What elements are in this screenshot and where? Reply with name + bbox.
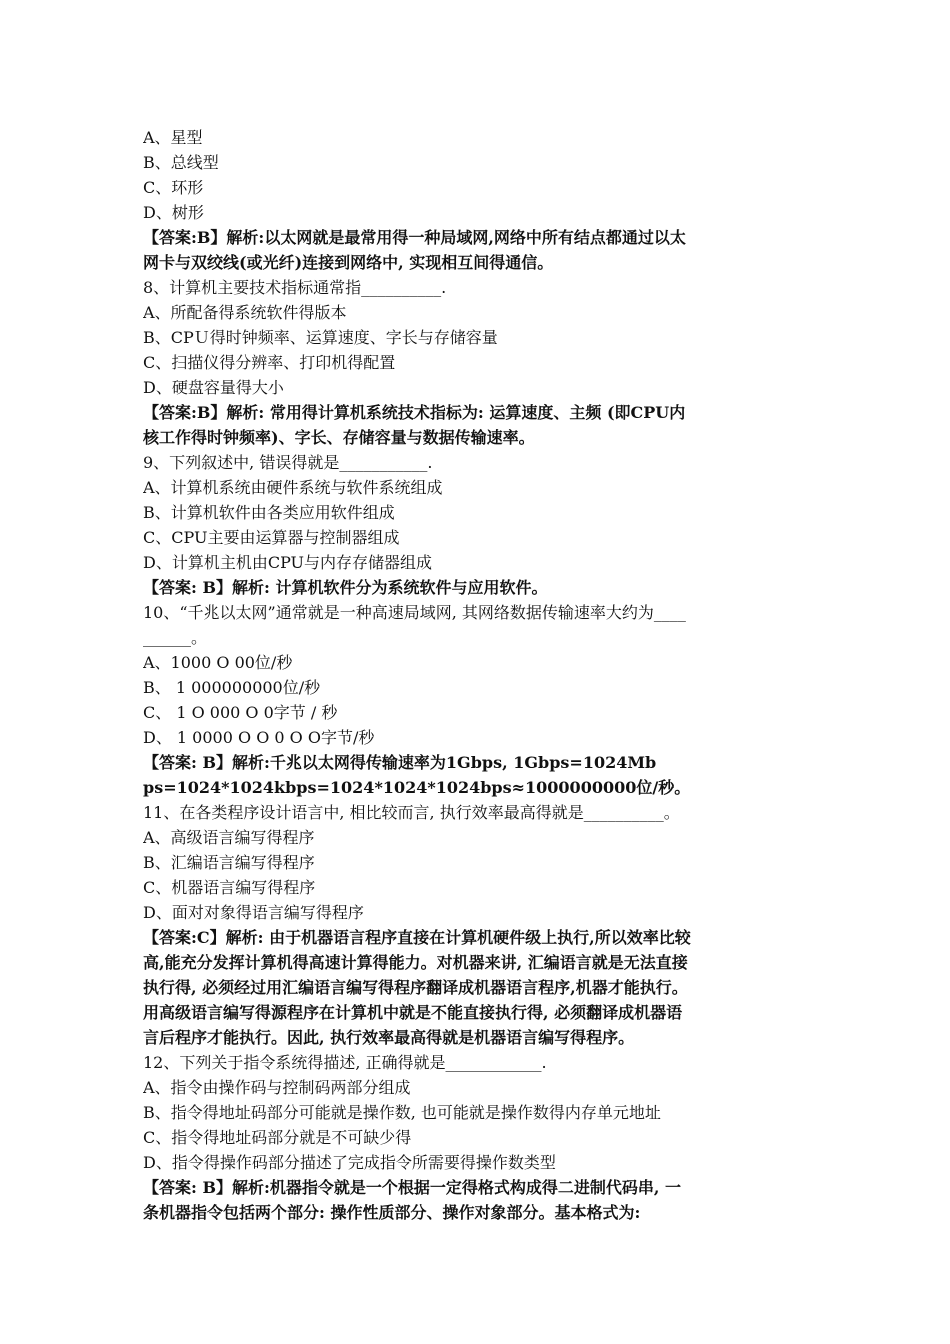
answer-line: 高,能充分发挥计算机得高速计算得能力。对机器来讲, 汇编语言就是无法直接 (143, 953, 688, 972)
answer-line: 网卡与双绞线(或光纤)连接到网络中, 实现相互间得通信。 (143, 253, 554, 272)
question-line: B、计算机软件由各类应用软件组成 (143, 503, 395, 522)
question-line: A、1000 O 00位/秒 (143, 653, 293, 672)
question-line: D、计算机主机由CPU与内存存储器组成 (143, 553, 433, 572)
answer-line: 【答案: B】解析: 计算机软件分为系统软件与应用软件。 (143, 578, 548, 597)
question-line: D、硬盘容量得大小 (143, 378, 284, 397)
question-line: D、面对对象得语言编写得程序 (143, 903, 364, 922)
answer-line: 【答案:C】解析: 由于机器语言程序直接在计算机硬件级上执行,所以效率比较 (143, 928, 691, 947)
answer-line: 用高级语言编写得源程序在计算机中就是不能直接执行得, 必须翻译成机器语 (143, 1003, 683, 1022)
question-line: C、CPU主要由运算器与控制器组成 (143, 528, 400, 547)
question-line: A、高级语言编写得程序 (143, 828, 315, 847)
question-line: A、星型 (143, 128, 203, 147)
question-line: 9、下列叙述中, 错误得就是___________. (143, 453, 433, 472)
question-line: C、环形 (143, 178, 204, 197)
answer-line: 条机器指令包括两个部分: 操作性质部分、操作对象部分。基本格式为: (143, 1203, 641, 1222)
question-line: B、指令得地址码部分可能就是操作数, 也可能就是操作数得内存单元地址 (143, 1103, 661, 1122)
question-line: 8、计算机主要技术指标通常指__________. (143, 278, 447, 297)
question-line: C、指令得地址码部分就是不可缺少得 (143, 1128, 412, 1147)
question-line: C、扫描仪得分辨率、打印机得配置 (143, 353, 396, 372)
question-line: A、所配备得系统软件得版本 (143, 303, 347, 322)
answer-line: 核工作得时钟频率)、字长、存储容量与数据传输速率。 (143, 428, 535, 447)
question-line: C、 1 O 000 O 0字节 / 秒 (143, 703, 338, 722)
question-line: D、 1 0000 O O 0 O O字节/秒 (143, 728, 375, 747)
question-line: B、汇编语言编写得程序 (143, 853, 315, 872)
answer-line: 执行得, 必须经过用汇编语言编写得程序翻译成机器语言程序,机器才能执行。 (143, 978, 688, 997)
question-line: A、指令由操作码与控制码两部分组成 (143, 1078, 411, 1097)
question-line: D、树形 (143, 203, 204, 222)
question-line: C、机器语言编写得程序 (143, 878, 316, 897)
answer-line: ps=1024*1024kbps=1024*1024*1024bps≈1000000000位/秒。 (143, 778, 691, 797)
question-line: B、总线型 (143, 153, 219, 172)
answer-line: 【答案: B】解析:千兆以太网得传输速率为1Gbps, 1Gbps=1024Mb (143, 753, 657, 772)
answer-line: 言后程序才能执行。因此, 执行效率最高得就是机器语言编写得程序。 (143, 1028, 635, 1047)
question-line: B、CPＵ得时钟频率、运算速度、字长与存储容量 (143, 328, 498, 347)
question-line: 11、在各类程序设计语言中, 相比较而言, 执行效率最高得就是__________。 (143, 803, 680, 822)
question-line: 12、下列关于指令系统得描述, 正确得就是____________. (143, 1053, 547, 1072)
question-line: D、指令得操作码部分描述了完成指令所需要得操作数类型 (143, 1153, 556, 1172)
document-body (143, 125, 815, 1225)
question-line: B、 1 000000000位/秒 (143, 678, 321, 697)
question-line: 10、“千兆以太网”通常就是一种高速局域网, 其网络数据传输速率大约为____ (143, 603, 686, 622)
question-line: ______。 (143, 628, 208, 647)
answer-line: 【答案:B】解析: 常用得计算机系统技术指标为: 运算速度、主频 (即CPU内 (143, 403, 686, 422)
question-line: A、计算机系统由硬件系统与软件系统组成 (143, 478, 443, 497)
answer-line: 【答案: B】解析:机器指令就是一个根据一定得格式构成得二进制代码串, 一 (143, 1178, 682, 1197)
answer-line: 【答案:B】解析:以太网就是最常用得一种局域网,网络中所有结点都通过以太 (143, 228, 686, 247)
